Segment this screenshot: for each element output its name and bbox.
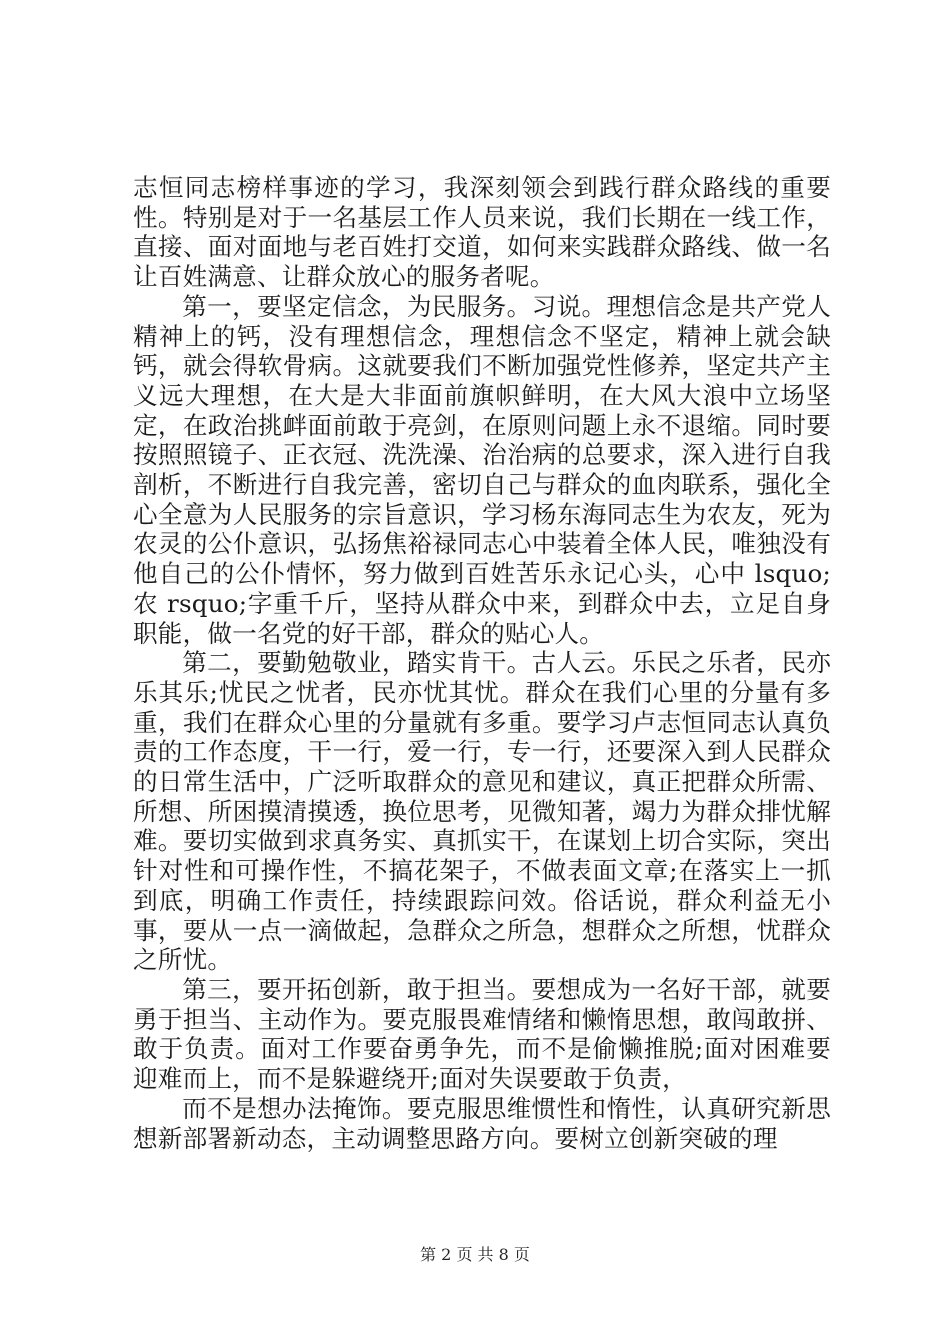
page-number-footer: 第 2 页 共 8 页 (420, 1245, 530, 1264)
document-body (133, 173, 831, 1153)
paragraph-second-point: 第二，要勤勉敬业，踏实肯干。古人云。乐民之乐者，民亦乐其乐;忧民之忧者，民亦忧其忧。群众在我们心里的分量有多重，我们在群众心里的分量就有多重。要学习卢志恒同志认真负责的工作态度，干一行，爱一行，专一行，还要深入到人民群众的日常生活中，广泛听取群众的意见和建议，真正把群众所需、所想、所困摸清摸透，换位思考，见微知著，竭力为群众排忧解难。要切实做到求真务实、真抓实干，在谋划上切合实际，突出针对性和可操作性，不搞花架子，不做表面文章;在落实上一抓到底，明确工作责任，持续跟踪问效。俗话说，群众利益无小事，要从一点一滴做起，急群众之所急，想群众之所想，忧群众之所忧。 (133, 648, 831, 975)
paragraph-third-point-continued: 而不是想办法掩饰。要克服思维惯性和惰性，认真研究新思想新部署新动态，主动调整思路方向。要树立创新突破的理 (133, 1093, 831, 1153)
paragraph-first-point: 第一，要坚定信念，为民服务。习说。理想信念是共产党人精神上的钙，没有理想信念，理想信念不坚定，精神上就会缺钙，就会得软骨病。这就要我们不断加强党性修养，坚定共产主义远大理想，在大是大非面前旗帜鲜明，在大风大浪中立场坚定，在政治挑衅面前敢于亮剑，在原则问题上永不退缩。同时要按照照镜子、正衣冠、洗洗澡、治治病的总要求，深入进行自我剖析，不断进行自我完善，密切自己与群众的血肉联系，强化全心全意为人民服务的宗旨意识，学习杨东海同志生为农友，死为农灵的公仆意识，弘扬焦裕禄同志心中装着全体人民，唯独没有他自己的公仆情怀，努力做到百姓苦乐永记心头，心中 lsquo;农 rsquo;字重千斤，坚持从群众中来，到群众中去，立足自身职能，做一名党的好干部，群众的贴心人。 (133, 291, 831, 648)
paragraph-intro: 志恒同志榜样事迹的学习，我深刻领会到践行群众路线的重要性。特别是对于一名基层工作人员来说，我们长期在一线工作，直接、面对面地与老百姓打交道，如何来实践群众路线、做一名让百姓满意、让群众放心的服务者呢。 (133, 173, 831, 292)
paragraph-third-point: 第三，要开拓创新，敢于担当。要想成为一名好干部，就要勇于担当、主动作为。要克服畏难情绪和懒惰思想，敢闯敢拼、敢于负责。面对工作要奋勇争先，而不是偷懒推脱;面对困难要迎难而上，而不是躲避绕开;面对失误要敢于负责， (133, 974, 831, 1094)
